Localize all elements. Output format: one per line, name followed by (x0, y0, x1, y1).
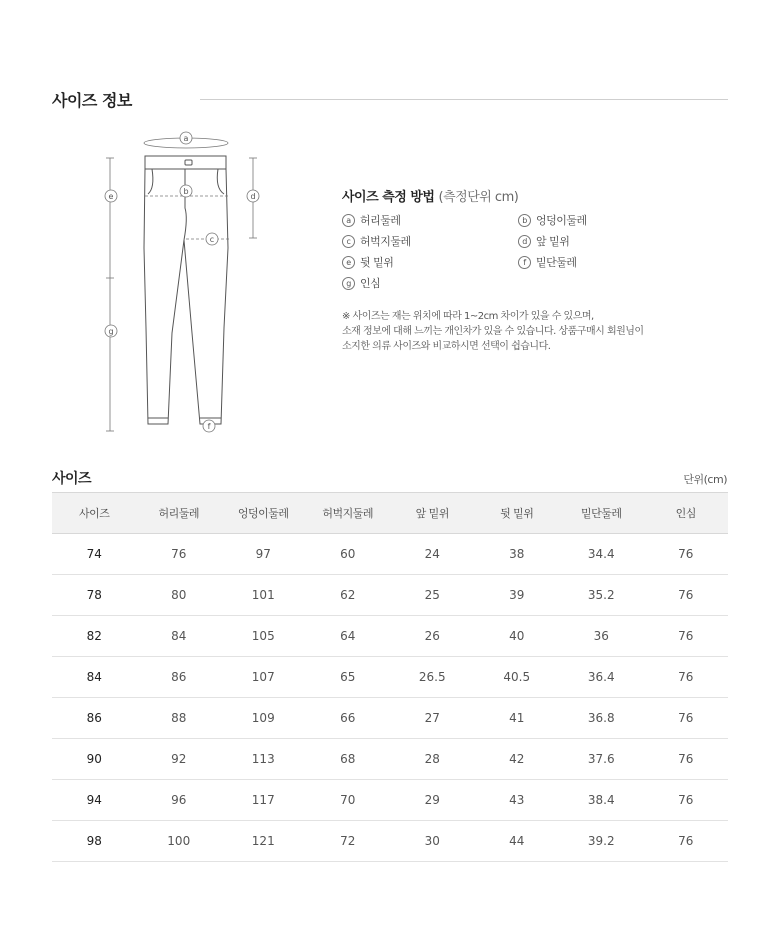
mark-f: f (518, 256, 531, 269)
pants-illustration (100, 128, 270, 438)
table-cell: 43 (475, 780, 560, 821)
label-c: c (209, 235, 215, 244)
label-e: e (108, 192, 114, 201)
table-cell: 38 (475, 534, 560, 575)
mark-e: e (342, 256, 355, 269)
table-row (52, 534, 728, 575)
table-cell: 66 (306, 698, 391, 739)
table-row (52, 821, 728, 862)
table-cell: 37.6 (559, 739, 644, 780)
table-cell: 26 (390, 616, 475, 657)
table-cell: 44 (475, 821, 560, 862)
table-cell: 65 (306, 657, 391, 698)
table-cell: 101 (221, 575, 306, 616)
table-cell: 76 (644, 534, 729, 575)
table-cell: 88 (137, 698, 222, 739)
table-cell: 64 (306, 616, 391, 657)
table-row (52, 739, 728, 780)
table-cell: 100 (137, 821, 222, 862)
table-cell: 36 (559, 616, 644, 657)
table-cell: 41 (475, 698, 560, 739)
table-cell: 36.8 (559, 698, 644, 739)
mark-c: c (342, 235, 355, 248)
method-unit: (측정단위 cm) (438, 190, 519, 205)
method-legend (342, 211, 742, 291)
table-cell: 24 (390, 534, 475, 575)
table-cell: 36.4 (559, 657, 644, 698)
table-cell: 86 (137, 657, 222, 698)
table-cell: 97 (221, 534, 306, 575)
table-cell: 25 (390, 575, 475, 616)
table-cell: 76 (644, 821, 729, 862)
table-header-cell: 사이즈 (52, 493, 137, 534)
title-divider (200, 99, 728, 100)
table-cell: 70 (306, 780, 391, 821)
label-d: d (250, 192, 256, 201)
legend-label: 인심 (360, 277, 381, 290)
table-cell: 105 (221, 616, 306, 657)
table-cell: 26.5 (390, 657, 475, 698)
table-cell: 76 (644, 739, 729, 780)
table-cell: 84 (52, 657, 137, 698)
legend-item-b (518, 211, 587, 229)
table-cell: 72 (306, 821, 391, 862)
note-line: 소재 정보에 대해 느끼는 개인차가 있을 수 있습니다. 상품구매시 회원님이 (342, 326, 644, 337)
method-title (342, 186, 742, 205)
table-cell: 40.5 (475, 657, 560, 698)
pants-diagram (100, 128, 270, 438)
table-header-cell: 허벅지둘레 (306, 493, 391, 534)
table-row (52, 780, 728, 821)
table-cell: 92 (137, 739, 222, 780)
table-cell: 28 (390, 739, 475, 780)
table-cell: 82 (52, 616, 137, 657)
note-line: 소지한 의류 사이즈와 비교하시면 선택이 쉽습니다. (342, 341, 551, 352)
legend-item-a (342, 211, 401, 229)
label-g: g (108, 327, 114, 336)
table-cell: 90 (52, 739, 137, 780)
size-table-unit: 단위(cm) (683, 473, 727, 486)
table-cell: 60 (306, 534, 391, 575)
table-cell: 80 (137, 575, 222, 616)
table-cell: 94 (52, 780, 137, 821)
table-row (52, 575, 728, 616)
table-cell: 39.2 (559, 821, 644, 862)
legend-label: 엉덩이둘레 (536, 214, 587, 227)
section-title: 사이즈 정보 (52, 91, 132, 110)
table-header-cell: 앞 밑위 (390, 493, 475, 534)
table-cell: 84 (137, 616, 222, 657)
table-cell: 74 (52, 534, 137, 575)
table-cell: 121 (221, 821, 306, 862)
table-body (52, 534, 728, 862)
legend-label: 뒷 밑위 (360, 256, 394, 269)
table-cell: 76 (644, 657, 729, 698)
table-cell: 62 (306, 575, 391, 616)
mark-b: b (518, 214, 531, 227)
table-cell: 29 (390, 780, 475, 821)
mark-a: a (342, 214, 355, 227)
legend-label: 허벅지둘레 (360, 235, 411, 248)
table-cell: 76 (644, 780, 729, 821)
table-cell: 107 (221, 657, 306, 698)
table-row (52, 616, 728, 657)
measurement-method (342, 186, 742, 354)
table-cell: 76 (137, 534, 222, 575)
legend-label: 밑단둘레 (536, 256, 577, 269)
table-cell: 34.4 (559, 534, 644, 575)
table-cell: 27 (390, 698, 475, 739)
legend-item-d (518, 232, 569, 250)
size-table (52, 492, 728, 862)
table-cell: 39 (475, 575, 560, 616)
table-cell: 38.4 (559, 780, 644, 821)
table-cell: 86 (52, 698, 137, 739)
method-title-text: 사이즈 측정 방법 (342, 190, 435, 205)
table-cell: 113 (221, 739, 306, 780)
label-b: b (183, 187, 189, 196)
table-cell: 109 (221, 698, 306, 739)
table-row (52, 657, 728, 698)
label-f: f (207, 422, 211, 431)
table-cell: 117 (221, 780, 306, 821)
table-cell: 40 (475, 616, 560, 657)
legend-label: 허리둘레 (360, 214, 401, 227)
table-cell: 35.2 (559, 575, 644, 616)
table-cell: 76 (644, 698, 729, 739)
table-cell: 68 (306, 739, 391, 780)
table-cell: 76 (644, 616, 729, 657)
legend-label: 앞 밑위 (536, 235, 570, 248)
mark-d: d (518, 235, 531, 248)
table-header-row (52, 493, 728, 534)
note-line: ※ 사이즈는 재는 위치에 따라 1~2cm 차이가 있을 수 있으며, (342, 311, 594, 322)
legend-item-f (518, 253, 577, 271)
legend-item-g (342, 274, 380, 292)
table-cell: 76 (644, 575, 729, 616)
table-cell: 30 (390, 821, 475, 862)
table-header-cell: 엉덩이둘레 (221, 493, 306, 534)
legend-item-c (342, 232, 411, 250)
label-a: a (183, 134, 189, 143)
legend-item-e (342, 253, 393, 271)
table-header-cell: 뒷 밑위 (475, 493, 560, 534)
table-cell: 98 (52, 821, 137, 862)
table-row (52, 698, 728, 739)
size-note (342, 309, 742, 354)
table-header-cell: 인심 (644, 493, 729, 534)
table-cell: 96 (137, 780, 222, 821)
table-cell: 78 (52, 575, 137, 616)
mark-g: g (342, 277, 355, 290)
table-header-cell: 밑단둘레 (559, 493, 644, 534)
table-cell: 42 (475, 739, 560, 780)
table-header-cell: 허리둘레 (137, 493, 222, 534)
size-table-title: 사이즈 (52, 471, 92, 487)
